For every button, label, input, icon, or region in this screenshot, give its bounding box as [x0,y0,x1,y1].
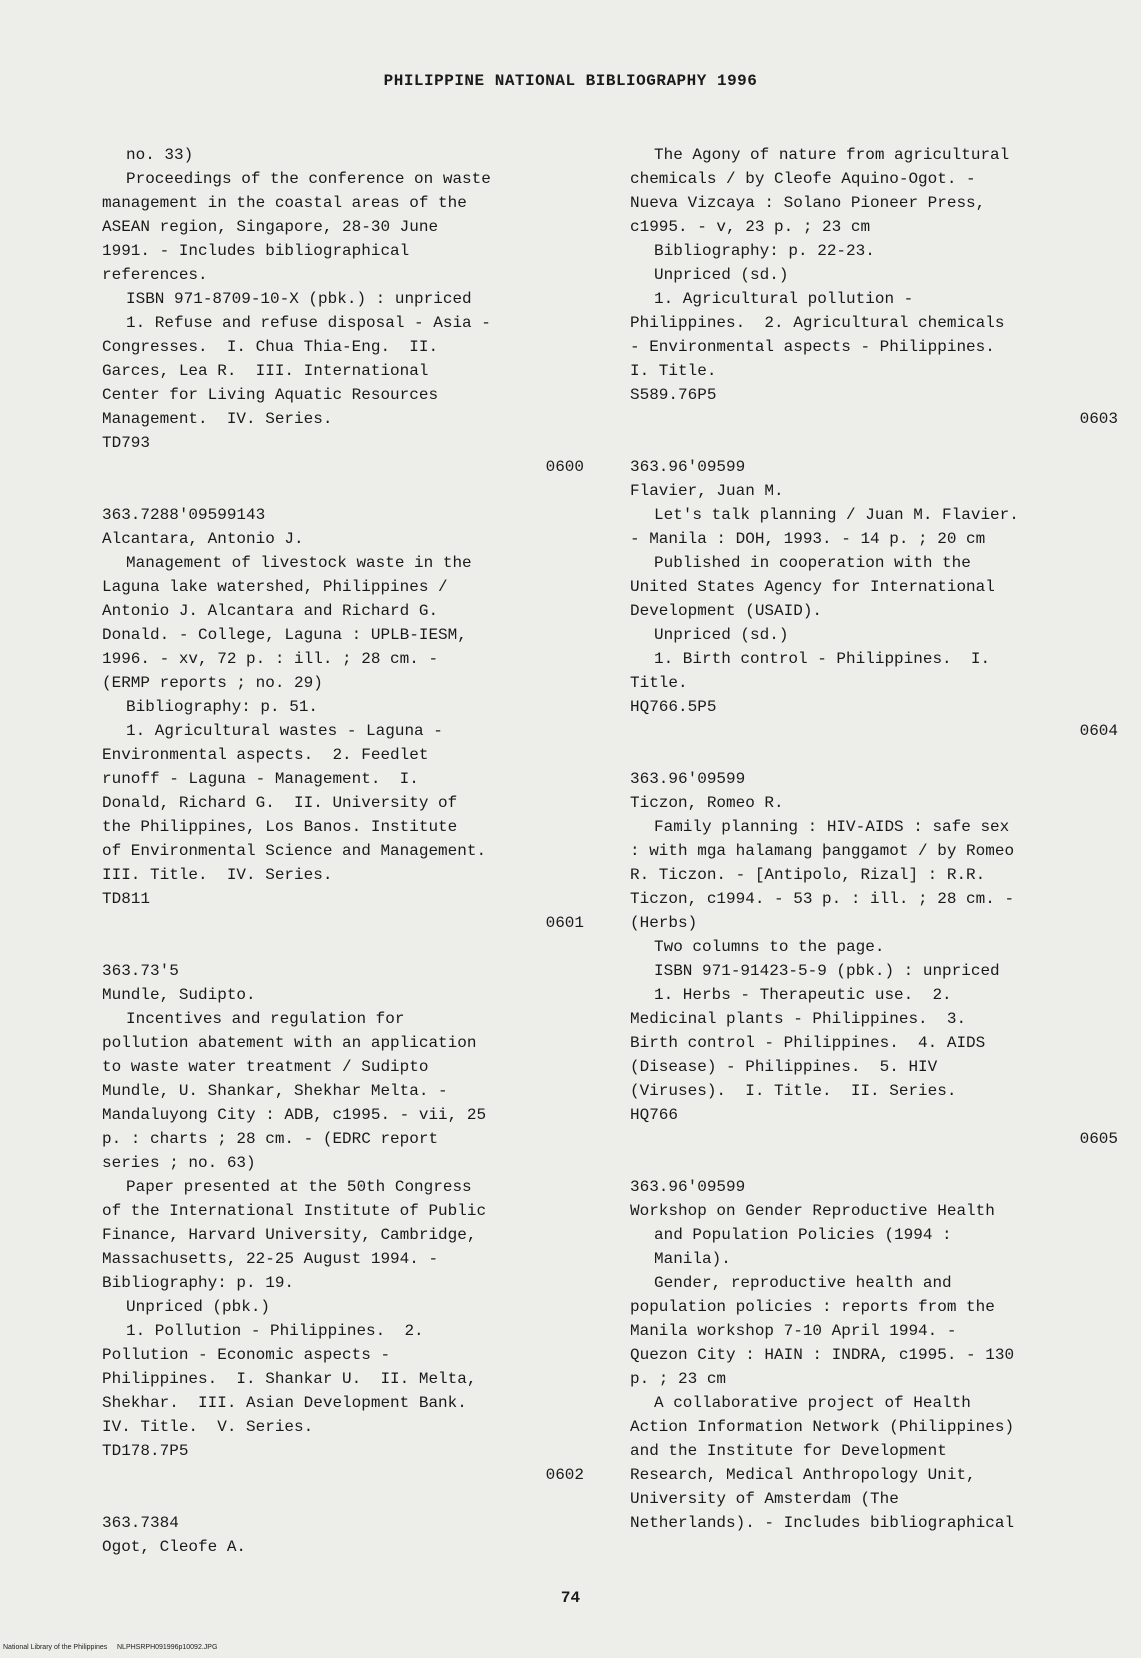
text-line: Management. IV. Series. [102,410,333,428]
text-line: Two columns to the page. [654,938,885,956]
text-line: p. : charts ; 28 cm. - (EDRC report [102,1130,439,1148]
text-line: Center for Living Aquatic Resources [102,386,439,404]
text-line: 1. Refuse and refuse disposal - Asia - [126,314,491,332]
text-line: 1. Pollution - Philippines. 2. [126,1322,424,1340]
text-line: Philippines. I. Shankar U. II. Melta, [102,1370,477,1388]
text-line: 1996. - xv, 72 p. : ill. ; 28 cm. - [102,650,439,668]
text-line: pollution abatement with an application [102,1034,477,1052]
text-line: HQ766 [630,1106,679,1124]
text-line: (Herbs) [630,914,698,932]
right-column [630,143,1118,1535]
text-line: (ERMP reports ; no. 29) [102,674,323,692]
text-line: Alcantara, Antonio J. [102,530,304,548]
entry-spacer [102,935,584,959]
text-line: chemicals / by Cleofe Aquino-Ogot. - [630,170,976,188]
text-line: Bibliography: p. 22-23. [654,242,875,260]
text-line: 363.96'09599 [630,458,746,476]
text-line: Philippines. 2. Agricultural chemicals [630,314,1005,332]
text-line: Congresses. I. Chua Thia-Eng. II. [102,338,439,356]
text-line: Paper presented at the 50th Congress [126,1178,472,1196]
entry-number: 0604 [1079,722,1118,740]
entry-spacer [102,479,584,503]
text-line: Family planning : HIV-AIDS : safe sex [654,818,1010,836]
text-line: Finance, Harvard University, Cambridge, [102,1226,477,1244]
text-line: Flavier, Juan M. [630,482,784,500]
text-line: : with mga halamang þanggamot / by Romeo [630,842,1015,860]
text-line: Ticzon, c1994. - 53 p. : ill. ; 28 cm. - [630,890,1015,908]
text-line: no. 33) [126,146,194,164]
text-line: Action Information Network (Philippines) [630,1418,1015,1436]
text-line: series ; no. 63) [102,1154,256,1172]
text-line: Proceedings of the conference on waste [126,170,491,188]
text-line: - Environmental aspects - Philippines. [630,338,995,356]
text-line: Published in cooperation with the [654,554,971,572]
text-line: Mundle, U. Shankar, Shekhar Melta. - [102,1082,448,1100]
text-line: Unpriced (sd.) [654,266,789,284]
text-line: Manila workshop 7-10 April 1994. - [630,1322,957,1340]
text-line: and the Institute for Development [630,1442,947,1460]
text-line: runoff - Laguna - Management. I. [102,770,419,788]
text-line: Laguna lake watershed, Philippines / [102,578,448,596]
text-line: Unpriced (sd.) [654,626,789,644]
text-line: Environmental aspects. 2. Feedlet [102,746,429,764]
text-line: - Manila : DOH, 1993. - 14 p. ; 20 cm [630,530,986,548]
text-line: of Environmental Science and Management. [102,842,487,860]
entry-number: 0605 [1079,1130,1118,1148]
text-line: Bibliography: p. 19. [102,1274,295,1292]
text-line: Incentives and regulation for [126,1010,405,1028]
left-column [102,143,584,1559]
text-line: 363.73'5 [102,962,179,980]
text-line: IV. Title. V. Series. [102,1418,314,1436]
text-line: Mandaluyong City : ADB, c1995. - vii, 25 [102,1106,487,1124]
entry-spacer [630,431,1118,455]
text-line: Manila). [654,1250,731,1268]
text-line: to waste water treatment / Sudipto [102,1058,429,1076]
entry-spacer [630,743,1118,767]
text-line: Massachusetts, 22-25 August 1994. - [102,1250,439,1268]
text-line: ISBN 971-8709-10-X (pbk.) : unpriced [126,290,472,308]
entry-number: 0601 [545,914,584,932]
text-line: Nueva Vizcaya : Solano Pioneer Press, [630,194,986,212]
entry-number: 0600 [545,458,584,476]
text-line: University of Amsterdam (The [630,1490,899,1508]
text-line: Management of livestock waste in the [126,554,472,572]
text-line: III. Title. IV. Series. [102,866,333,884]
text-line: 1. Herbs - Therapeutic use. 2. [654,986,952,1004]
text-line: (Disease) - Philippines. 5. HIV [630,1058,938,1076]
text-line: Quezon City : HAIN : INDRA, c1995. - 130 [630,1346,1015,1364]
text-line: Bibliography: p. 51. [126,698,319,716]
text-line: Gender, reproductive health and [654,1274,952,1292]
page-header: PHILIPPINE NATIONAL BIBLIOGRAPHY 1996 [383,72,758,90]
scan-footer: National Library of the Philippines NLPHSRPH091996p10092.JPG [3,1644,218,1651]
entry-number: 0603 [1079,410,1118,428]
text-line: 363.7288'09599143 [102,506,266,524]
text-line: I. Title. [630,362,717,380]
text-line: Development (USAID). [630,602,823,620]
text-line: Workshop on Gender Reproductive Health [630,1202,995,1220]
text-line: (Viruses). I. Title. II. Series. [630,1082,957,1100]
text-line: HQ766.5P5 [630,698,717,716]
text-line: and Population Policies (1994 : [654,1226,952,1244]
text-line: Let's talk planning / Juan M. Flavier. [654,506,1019,524]
text-line: Title. [630,674,688,692]
text-line: Medicinal plants - Philippines. 3. [630,1010,967,1028]
text-line: R. Ticzon. - [Antipolo, Rizal] : R.R. [630,866,986,884]
text-line: c1995. - v, 23 p. ; 23 cm [630,218,871,236]
text-line: 1. Agricultural pollution - [654,290,914,308]
text-line: Ogot, Cleofe A. [102,1538,247,1556]
text-line: TD793 [102,434,151,452]
text-line: S589.76P5 [630,386,717,404]
text-line: ISBN 971-91423-5-9 (pbk.) : unpriced [654,962,1000,980]
text-line: Mundle, Sudipto. [102,986,256,1004]
text-line: p. ; 23 cm [630,1370,727,1388]
text-line: Birth control - Philippines. 4. AIDS [630,1034,986,1052]
text-line: 1991. - Includes bibliographical [102,242,410,260]
text-line: A collaborative project of Health [654,1394,971,1412]
text-line: population policies : reports from the [630,1298,995,1316]
text-line: management in the coastal areas of the [102,194,467,212]
text-line: 363.96'09599 [630,770,746,788]
text-line: Donald, Richard G. II. University of [102,794,458,812]
text-line: TD811 [102,890,151,908]
text-line: ASEAN region, Singapore, 28-30 June [102,218,439,236]
text-line: Donald. - College, Laguna : UPLB-IESM, [102,626,467,644]
text-line: United States Agency for International [630,578,995,596]
entry-spacer [630,1151,1118,1175]
entry-number: 0602 [545,1466,584,1484]
text-line: 1. Agricultural wastes - Laguna - [126,722,443,740]
text-line: 363.96'09599 [630,1178,746,1196]
text-line: Shekhar. III. Asian Development Bank. [102,1394,467,1412]
text-line: Netherlands). - Includes bibliographical [630,1514,1015,1532]
page-number: 74 [560,1589,581,1607]
text-line: Antonio J. Alcantara and Richard G. [102,602,439,620]
entry-spacer [102,1487,584,1511]
text-line: The Agony of nature from agricultural [654,146,1010,164]
text-line: 363.7384 [102,1514,179,1532]
text-line: Unpriced (pbk.) [126,1298,271,1316]
text-line: references. [102,266,208,284]
text-line: of the International Institute of Public [102,1202,487,1220]
text-line: 1. Birth control - Philippines. I. [654,650,991,668]
text-line: Pollution - Economic aspects - [102,1346,391,1364]
text-line: the Philippines, Los Banos. Institute [102,818,458,836]
text-line: TD178.7P5 [102,1442,189,1460]
text-line: Garces, Lea R. III. International [102,362,429,380]
text-line: Research, Medical Anthropology Unit, [630,1466,976,1484]
text-line: Ticzon, Romeo R. [630,794,784,812]
